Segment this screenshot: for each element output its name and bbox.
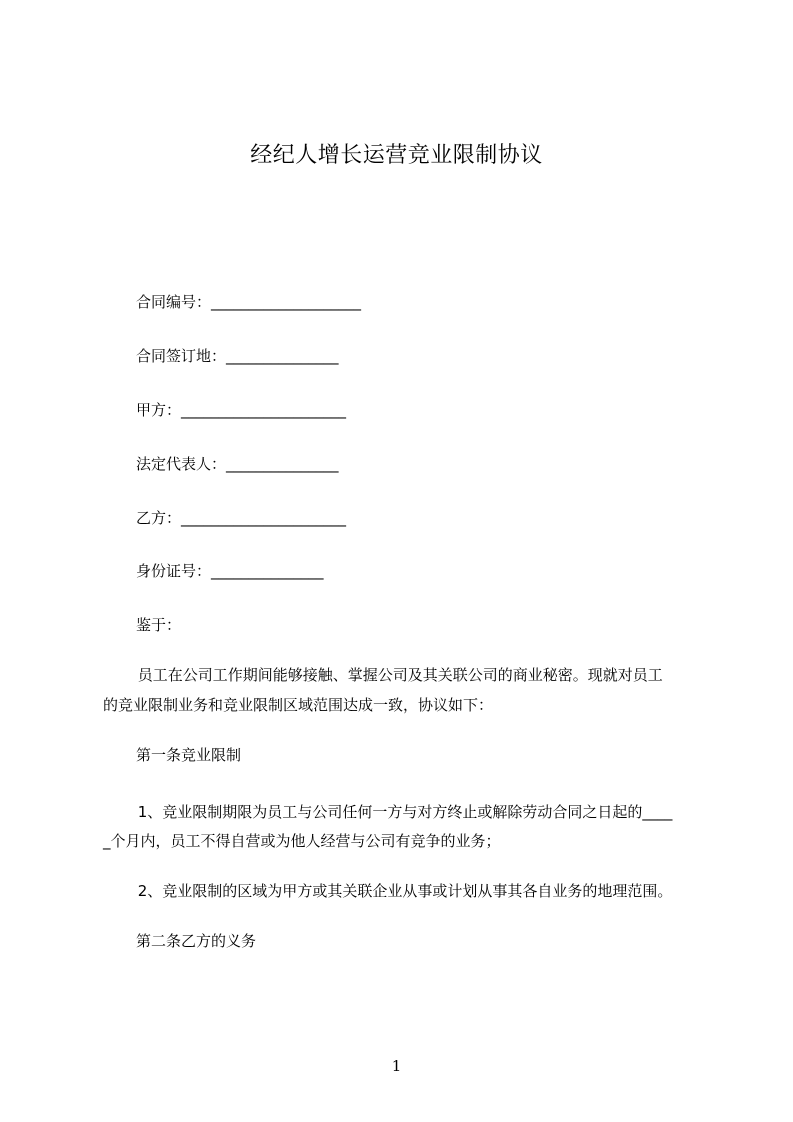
clause-2-text: 2、竞业限制的区域为甲方或其关联企业从事或计划从事其各自业务的地理范围。 xyxy=(133,882,673,900)
clause-2 xyxy=(103,876,703,906)
clause-1-text-1: 1、竞业限制期限为员工与公司任何一方与对方终止或解除劳动合同之日起的____ xyxy=(133,803,673,821)
party-a-field: 甲方：______________________ xyxy=(136,401,347,419)
clause-1-line-2: _个月内，员工不得自营或为他人经营与公司有竞争的业务； xyxy=(103,832,501,850)
sign-place-field: 合同签订地：_______________ xyxy=(136,347,339,365)
legal-representative-field: 法定代表人：_______________ xyxy=(136,455,339,473)
whereas-paragraph-line-2: 的竞业限制业务和竞业限制区域范围达成一致，协议如下： xyxy=(103,696,494,714)
article-1-heading: 第一条竞业限制 xyxy=(136,746,242,764)
whereas-paragraph-line-1 xyxy=(103,660,703,690)
contract-number-field: 合同编号：____________________ xyxy=(136,293,362,311)
clause-1-line-1 xyxy=(103,797,703,827)
whereas-text-1: 员工在公司工作期间能够接触、掌握公司及其关联公司的商业秘密。现就对员工 xyxy=(133,666,663,684)
party-b-field: 乙方：______________________ xyxy=(136,509,347,527)
id-number-field: 身份证号：_______________ xyxy=(136,562,324,580)
page-number: 1 xyxy=(391,1057,402,1075)
article-2-heading: 第二条乙方的义务 xyxy=(136,932,257,950)
whereas-label: 鉴于： xyxy=(136,616,182,634)
document-title: 经纪人增长运营竞业限制协议 xyxy=(250,143,543,168)
